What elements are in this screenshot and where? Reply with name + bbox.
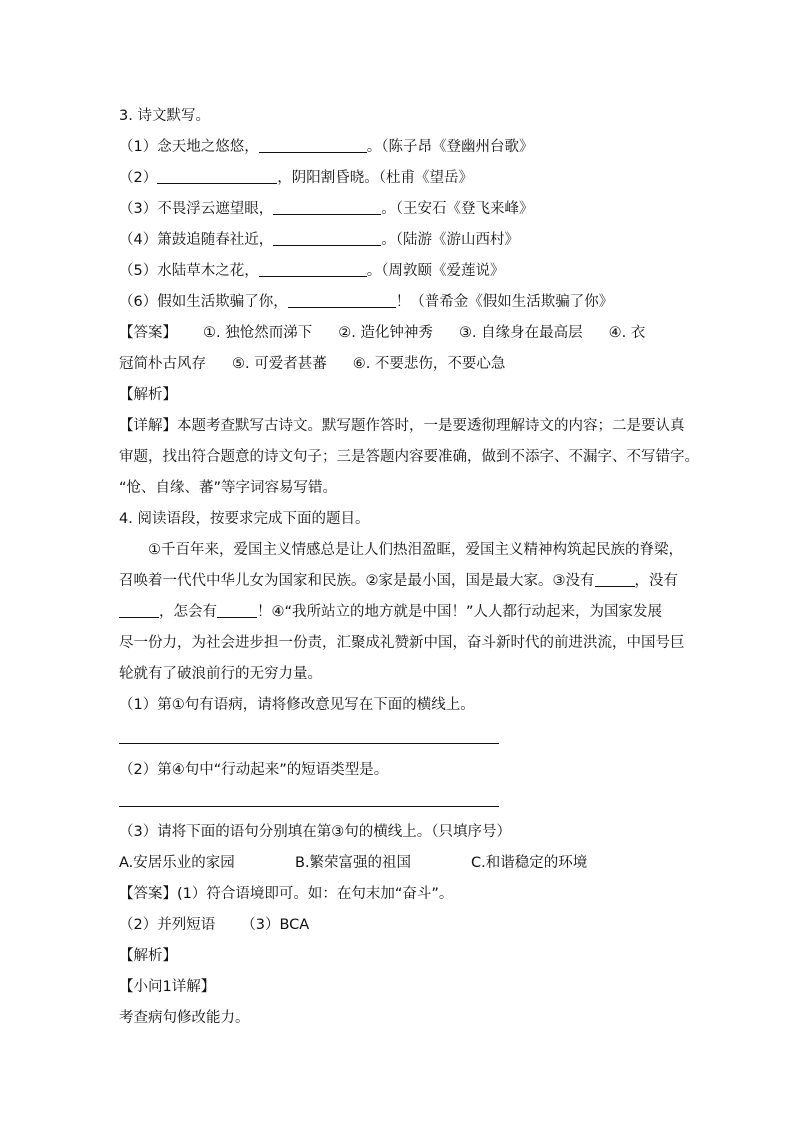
answer-4-cont: 冠简朴古风存: [119, 356, 206, 372]
q3-item-3: [119, 199, 533, 219]
answer-6: ⑥. 不要悲伤，不要心急: [352, 356, 506, 372]
q4-analysis-label: 【解析】: [119, 948, 177, 964]
q4-answer-line-1: 【答案】(1）符合语境即可。如：在句末加“奋斗”。: [119, 886, 454, 902]
q3-answer-line-2: [119, 354, 505, 374]
answer-line-1: [119, 743, 499, 744]
q3-item-3-pre: （3）不畏浮云遮望眼，: [119, 201, 274, 217]
q3-detail-1: 【详解】本题考查默写古诗文。默写题作答时，一是要透彻理解诗文的内容；二是要认真: [119, 418, 685, 434]
q3-item-5-post: 。（周敦颐《爱莲说》: [366, 263, 505, 279]
blank: [259, 262, 367, 277]
q3-answer-line-1: [119, 323, 645, 343]
q3-item-3-post: 。（王安石《登飞来峰》: [381, 201, 534, 217]
option-b: B.繁荣富强的祖国: [295, 855, 412, 871]
blank: [288, 293, 396, 308]
passage-text: ！④“我所站立的地方就是中国！”人人都行动起来，为国家发展: [257, 604, 663, 620]
blank: [157, 169, 277, 184]
answer-5: ⑤. 可爱者甚蕃: [232, 356, 327, 372]
q3-item-2: [119, 168, 473, 188]
q3-title: 3. 诗文默写。: [119, 108, 210, 124]
q4-options: [119, 853, 587, 873]
q3-item-1-post: 。（陈子昂《登幽州台歌》: [366, 139, 534, 155]
answer-label: 【答案】: [119, 325, 177, 341]
q3-item-4-pre: （4）箫鼓追随春社近，: [119, 232, 274, 248]
q3-item-2-post: ，阴阳割昏晓。（杜甫《望岳》: [277, 170, 473, 186]
blank: [119, 603, 159, 618]
option-c: C.和谐稳定的环境: [471, 855, 588, 871]
q4-title: 4. 阅读语段，按要求完成下面的题目。: [119, 511, 370, 527]
option-a: A.安居乐业的家园: [119, 855, 235, 871]
q3-item-6-post: ！（普希金《假如生活欺骗了你》: [395, 294, 614, 310]
q3-item-2-pre: （2）: [119, 170, 158, 186]
q3-item-6-pre: （6）假如生活欺骗了你，: [119, 294, 288, 310]
answer-2: ②. 造化钟神秀: [338, 325, 433, 341]
answer-3: （3）BCA: [241, 917, 310, 933]
blank: [217, 603, 257, 618]
passage-text: ，没有: [634, 573, 678, 589]
answer-line-2: [119, 806, 499, 807]
blank: [273, 231, 381, 246]
passage-text: ，怎会有: [159, 604, 217, 620]
passage-text: 召唤着一代代中华儿女为国家和民族。②家是最小国，国是最大家。③没有: [119, 573, 595, 589]
q4-sub-2: （2）第④句中“行动起来”的短语类型是。: [119, 762, 389, 778]
q3-detail-3: “怆、自缘、蕃”等字词容易写错。: [119, 480, 338, 496]
answer-1: ①. 独怆然而涕下: [203, 325, 313, 341]
answer-2: （2）并列短语: [119, 917, 216, 933]
answer-3: ③. 自缘身在最高层: [458, 325, 583, 341]
q3-item-6: [119, 292, 613, 312]
q4-passage-line-3: [119, 602, 662, 622]
q3-item-4-post: 。（陆游《游山西村》: [381, 232, 519, 248]
q3-analysis-label: 【解析】: [119, 387, 177, 403]
q4-answer-line-2: [119, 915, 309, 935]
answer-4: ④. 衣: [608, 325, 646, 341]
q4-sub-1: （1）第①句有语病，请将修改意见写在下面的横线上。: [119, 697, 475, 713]
q4-sub-3: （3）请将下面的语句分别填在第③句的横线上。（只填序号）: [119, 824, 511, 840]
q4-sub-detail-label: 【小问1详解】: [119, 979, 216, 995]
q3-item-1: [119, 137, 533, 157]
q4-passage-line-2: [119, 571, 678, 591]
q3-item-1-pre: （1）念天地之悠悠，: [119, 139, 259, 155]
q3-item-4: [119, 230, 519, 250]
q3-detail-2: 审题，找出符合题意的诗文句子；三是答题内容要准确，做到不添字、不漏字、不写错字。: [119, 449, 699, 465]
q4-passage-line-1: ①千百年来，爱国主义情感总是让人们热泪盈眶，爱国主义精神构筑起民族的脊梁，: [148, 542, 683, 558]
q3-item-5: [119, 261, 504, 281]
q4-sub-detail-text: 考查病句修改能力。: [119, 1010, 250, 1026]
q3-item-5-pre: （5）水陆草木之花，: [119, 263, 259, 279]
blank: [595, 572, 635, 587]
q4-passage-line-4: 尽一份力，为社会进步担一份责，汇聚成礼赞新中国，奋斗新时代的前进洪流，中国号巨: [119, 635, 685, 651]
blank: [259, 138, 367, 153]
q4-passage-line-5: 轮就有了破浪前行的无穷力量。: [119, 666, 322, 682]
blank: [273, 200, 381, 215]
